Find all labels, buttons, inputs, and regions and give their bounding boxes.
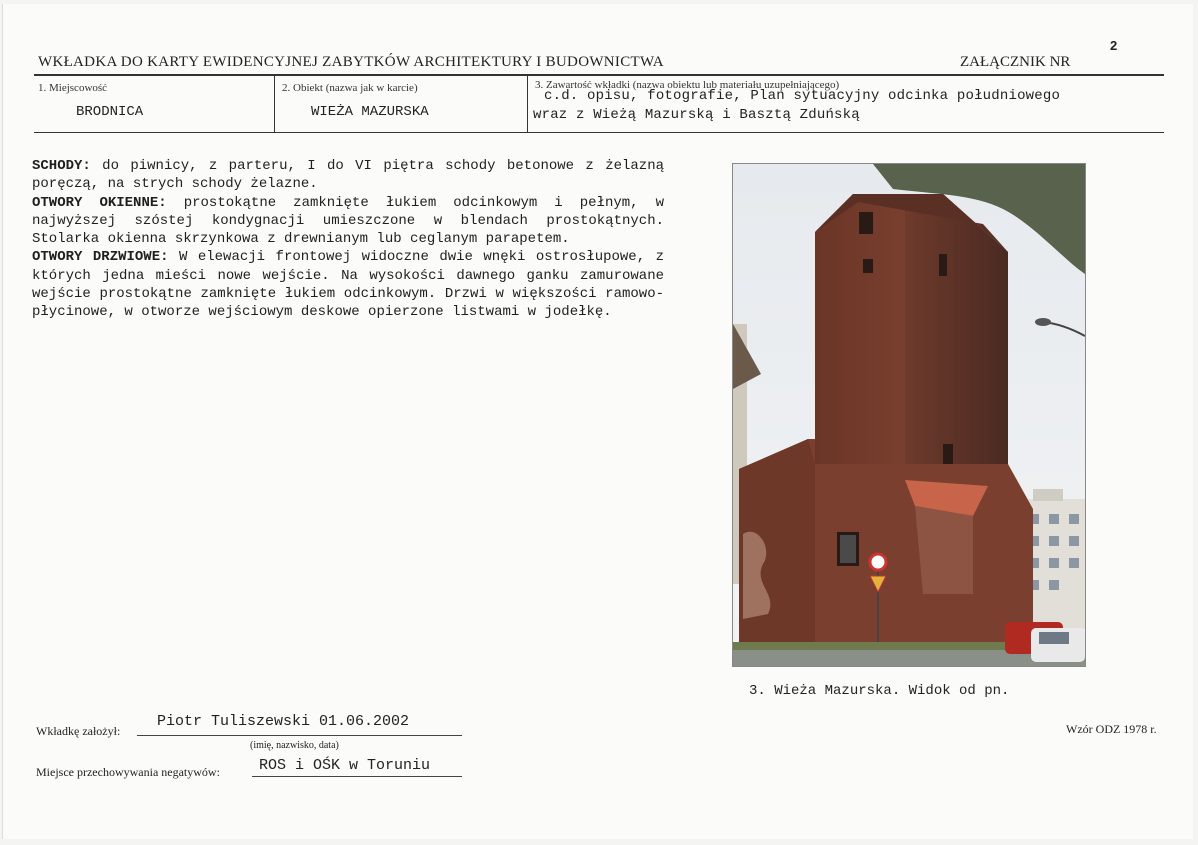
negatives-value: ROS i OŚK w Toruniu	[259, 757, 431, 774]
stairs-text: do piwnicy, z parteru, I do VI piętra schody betonowe z żelazną poręczą, na strych schody żelazne.	[32, 158, 664, 193]
stairs-keyword: SCHODY:	[32, 158, 91, 174]
doors-paragraph	[32, 248, 664, 321]
column-divider	[527, 75, 528, 133]
author-value: Piotr Tuliszewski 01.06.2002	[157, 713, 410, 730]
attachment-label: ZAŁĄCZNIK NR	[960, 54, 1071, 70]
locality-value: BRODNICA	[76, 104, 144, 120]
locality-label: 1. Miejscowość	[38, 82, 108, 94]
attachment-number: 2	[1110, 38, 1118, 53]
negatives-label: Miejsce przechowywania negatywów:	[36, 765, 220, 779]
windows-keyword: OTWORY OKIENNE:	[32, 194, 167, 211]
doors-text: W elewacji frontowej widoczne dwie wnęki ostrosłupowe, z których jedna mieści nowe wejście. Na wysokości dawnego ganku zamurowane wejście prostokątne zamknięte łukiem odcinkowym. Drzwi w większości ramowo-płycinowe, w otworze wejściowym deskowe opierzone listwami w jodełkę.	[32, 249, 664, 321]
content-value-line2: wraz z Wieżą Mazurską i Basztą Zduńską	[533, 107, 860, 123]
windows-paragraph	[32, 194, 664, 249]
author-label: Wkładkę założył:	[36, 724, 121, 738]
object-label: 2. Obiekt (nazwa jak w karcie)	[282, 82, 418, 94]
photo-caption: 3. Wieża Mazurska. Widok od pn.	[749, 683, 1010, 699]
header-bottom-rule	[34, 132, 1164, 133]
doors-keyword: OTWORY DRZWIOWE:	[32, 249, 169, 266]
form-title: WKŁADKA DO KARTY EWIDENCYJNEJ ZABYTKÓW ARCHITEKTURY I BUDOWNICTWA	[38, 54, 664, 70]
tower-photo	[732, 163, 1086, 667]
tower-photo-illustration	[733, 164, 1085, 666]
header-top-rule	[34, 74, 1164, 76]
object-value: WIEŻA MAZURSKA	[311, 104, 429, 120]
form-template-note: Wzór ODZ 1978 r.	[1066, 722, 1157, 736]
description-text	[32, 157, 664, 322]
author-hint: (imię, nazwisko, data)	[250, 740, 339, 751]
negatives-underline	[252, 776, 462, 777]
content-label: 3. Zawartość wkładki (nazwa obiektu lub materiału uzupełniającego)	[535, 79, 840, 91]
column-divider	[274, 75, 275, 133]
content-value-line1: c.d. opisu, fotografie, Plan sytuacyjny odcinka południowego	[544, 88, 1061, 104]
windows-text: prostokątne zamknięte łukiem odcinkowym i pełnym, w najwyższej szóstej kondygnacji umieszczone w blendach prostokątnych. Stolarka okienna skrzynkowa z drewnianym lub ceglanym parapetem.	[32, 194, 664, 248]
stairs-paragraph	[32, 157, 664, 194]
author-underline	[137, 735, 462, 736]
